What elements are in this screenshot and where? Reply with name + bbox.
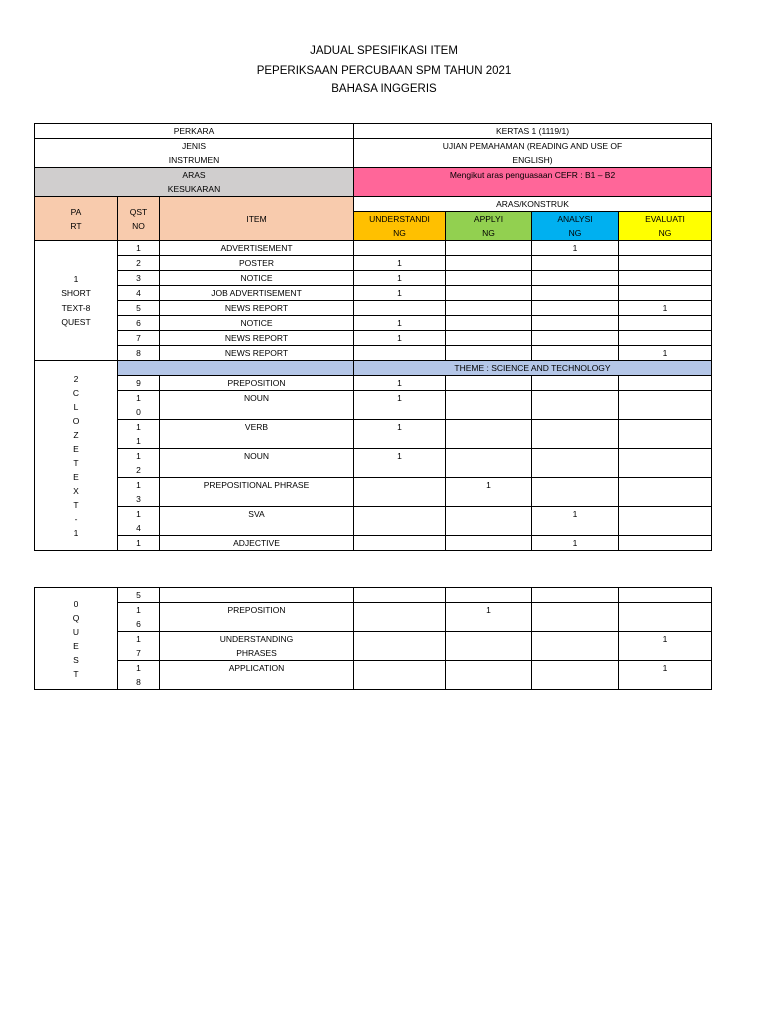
evaluating-cell: [619, 507, 712, 536]
question-number: 5: [118, 588, 160, 603]
header-part: PA RT: [35, 197, 118, 241]
applying-cell: [446, 346, 532, 361]
question-number: 1 1: [118, 420, 160, 449]
applying-cell: [446, 661, 532, 690]
item-label: NOTICE: [160, 271, 354, 286]
analysing-cell: [532, 588, 619, 603]
applying-cell: [446, 241, 532, 256]
item-label: NOTICE: [160, 316, 354, 331]
item-label: NEWS REPORT: [160, 331, 354, 346]
analysing-cell: [532, 376, 619, 391]
item-label: PREPOSITIONAL PHRASE: [160, 478, 354, 507]
header-understanding: UNDERSTANDI NG: [354, 212, 446, 241]
question-number: 2: [118, 256, 160, 271]
evaluating-cell: [619, 256, 712, 271]
item-label: NOUN: [160, 391, 354, 420]
question-number: 1 4: [118, 507, 160, 536]
question-number: 3: [118, 271, 160, 286]
item-label: PREPOSITION: [160, 603, 354, 632]
analysing-cell: [532, 449, 619, 478]
item-label: JOB ADVERTISEMENT: [160, 286, 354, 301]
part2-label: 2 C L O Z E T E X T - 1: [35, 361, 118, 551]
applying-cell: [446, 331, 532, 346]
question-number: 7: [118, 331, 160, 346]
item-label: APPLICATION: [160, 661, 354, 690]
evaluating-cell: [619, 241, 712, 256]
analysing-cell: [532, 661, 619, 690]
part3-label: 0 Q U E S T: [35, 588, 118, 690]
question-number: 1 7: [118, 632, 160, 661]
header-jenis: JENIS INSTRUMEN: [35, 139, 354, 168]
evaluating-cell: [619, 478, 712, 507]
analysing-cell: [532, 478, 619, 507]
item-label: SVA: [160, 507, 354, 536]
header-evaluating: EVALUATI NG: [619, 212, 712, 241]
item-label: UNDERSTANDING PHRASES: [160, 632, 354, 661]
item-label: VERB: [160, 420, 354, 449]
item-label: ADJECTIVE: [160, 536, 354, 551]
header-aras-kesukaran: ARAS KESUKARAN: [35, 168, 354, 197]
applying-cell: 1: [446, 478, 532, 507]
applying-cell: [446, 316, 532, 331]
analysing-cell: [532, 301, 619, 316]
analysing-cell: [532, 420, 619, 449]
analysing-cell: [532, 346, 619, 361]
evaluating-cell: [619, 420, 712, 449]
analysing-cell: [532, 331, 619, 346]
evaluating-cell: [619, 331, 712, 346]
evaluating-cell: 1: [619, 632, 712, 661]
part1-label: 1 SHORT TEXT-8 QUEST: [35, 241, 118, 361]
item-label: NEWS REPORT: [160, 301, 354, 316]
theme-label: THEME : SCIENCE AND TECHNOLOGY: [354, 361, 712, 376]
header-aras-konstruk: ARAS/KONSTRUK: [354, 197, 712, 212]
question-number: 1 6: [118, 603, 160, 632]
item-label: NEWS REPORT: [160, 346, 354, 361]
question-number: 5: [118, 301, 160, 316]
applying-cell: [446, 256, 532, 271]
evaluating-cell: [619, 271, 712, 286]
applying-cell: [446, 301, 532, 316]
applying-cell: [446, 449, 532, 478]
question-number: 6: [118, 316, 160, 331]
question-number: 1 8: [118, 661, 160, 690]
header-item: ITEM: [160, 197, 354, 241]
analysing-cell: [532, 632, 619, 661]
evaluating-cell: 1: [619, 301, 712, 316]
understanding-cell: 1: [354, 376, 446, 391]
question-number: 1: [118, 241, 160, 256]
analysing-cell: [532, 391, 619, 420]
analysing-cell: [532, 271, 619, 286]
header-cefr: Mengikut aras penguasaan CEFR : B1 – B2: [354, 168, 712, 197]
analysing-cell: 1: [532, 507, 619, 536]
understanding-cell: [354, 536, 446, 551]
analysing-cell: [532, 286, 619, 301]
understanding-cell: 1: [354, 271, 446, 286]
analysing-cell: 1: [532, 536, 619, 551]
understanding-cell: 1: [354, 391, 446, 420]
evaluating-cell: [619, 376, 712, 391]
evaluating-cell: [619, 588, 712, 603]
document-subject: BAHASA INGGERIS: [331, 83, 437, 95]
header-analysing: ANALYSI NG: [532, 212, 619, 241]
understanding-cell: [354, 507, 446, 536]
item-label: [160, 588, 354, 603]
document-subtitle: PEPERIKSAAN PERCUBAAN SPM TAHUN 2021: [256, 65, 512, 77]
applying-cell: 1: [446, 603, 532, 632]
understanding-cell: [354, 632, 446, 661]
applying-cell: [446, 588, 532, 603]
understanding-cell: 1: [354, 256, 446, 271]
applying-cell: [446, 271, 532, 286]
evaluating-cell: [619, 449, 712, 478]
spec-table-continued: [34, 587, 712, 690]
analysing-cell: [532, 256, 619, 271]
analysing-cell: [532, 316, 619, 331]
header-applying: APPLYI NG: [446, 212, 532, 241]
applying-cell: [446, 391, 532, 420]
applying-cell: [446, 376, 532, 391]
document-title: JADUAL SPESIFIKASI ITEM: [310, 45, 458, 57]
applying-cell: [446, 536, 532, 551]
header-instrumen: UJIAN PEMAHAMAN (READING AND USE OF ENGLISH): [354, 139, 712, 168]
question-number: 8: [118, 346, 160, 361]
understanding-cell: [354, 346, 446, 361]
evaluating-cell: [619, 391, 712, 420]
understanding-cell: 1: [354, 331, 446, 346]
question-number: 1 2: [118, 449, 160, 478]
applying-cell: [446, 632, 532, 661]
understanding-cell: [354, 588, 446, 603]
question-number: 4: [118, 286, 160, 301]
header-qst-no: QST NO: [118, 197, 160, 241]
understanding-cell: [354, 478, 446, 507]
question-number: 1: [118, 536, 160, 551]
evaluating-cell: 1: [619, 661, 712, 690]
spec-table: [34, 123, 712, 551]
item-label: POSTER: [160, 256, 354, 271]
item-label: ADVERTISEMENT: [160, 241, 354, 256]
understanding-cell: [354, 241, 446, 256]
evaluating-cell: [619, 286, 712, 301]
analysing-cell: [532, 603, 619, 632]
understanding-cell: 1: [354, 286, 446, 301]
item-label: NOUN: [160, 449, 354, 478]
item-label: PREPOSITION: [160, 376, 354, 391]
question-number: 1 3: [118, 478, 160, 507]
understanding-cell: 1: [354, 449, 446, 478]
applying-cell: [446, 507, 532, 536]
evaluating-cell: [619, 536, 712, 551]
header-kertas: KERTAS 1 (1119/1): [354, 124, 712, 139]
evaluating-cell: [619, 603, 712, 632]
theme-spacer: [118, 361, 160, 376]
understanding-cell: [354, 661, 446, 690]
theme-spacer: [160, 361, 354, 376]
evaluating-cell: 1: [619, 346, 712, 361]
applying-cell: [446, 420, 532, 449]
question-number: 9: [118, 376, 160, 391]
understanding-cell: [354, 603, 446, 632]
header-perkara: PERKARA: [35, 124, 354, 139]
understanding-cell: [354, 301, 446, 316]
applying-cell: [446, 286, 532, 301]
analysing-cell: 1: [532, 241, 619, 256]
question-number: 1 0: [118, 391, 160, 420]
understanding-cell: 1: [354, 420, 446, 449]
evaluating-cell: [619, 316, 712, 331]
understanding-cell: 1: [354, 316, 446, 331]
